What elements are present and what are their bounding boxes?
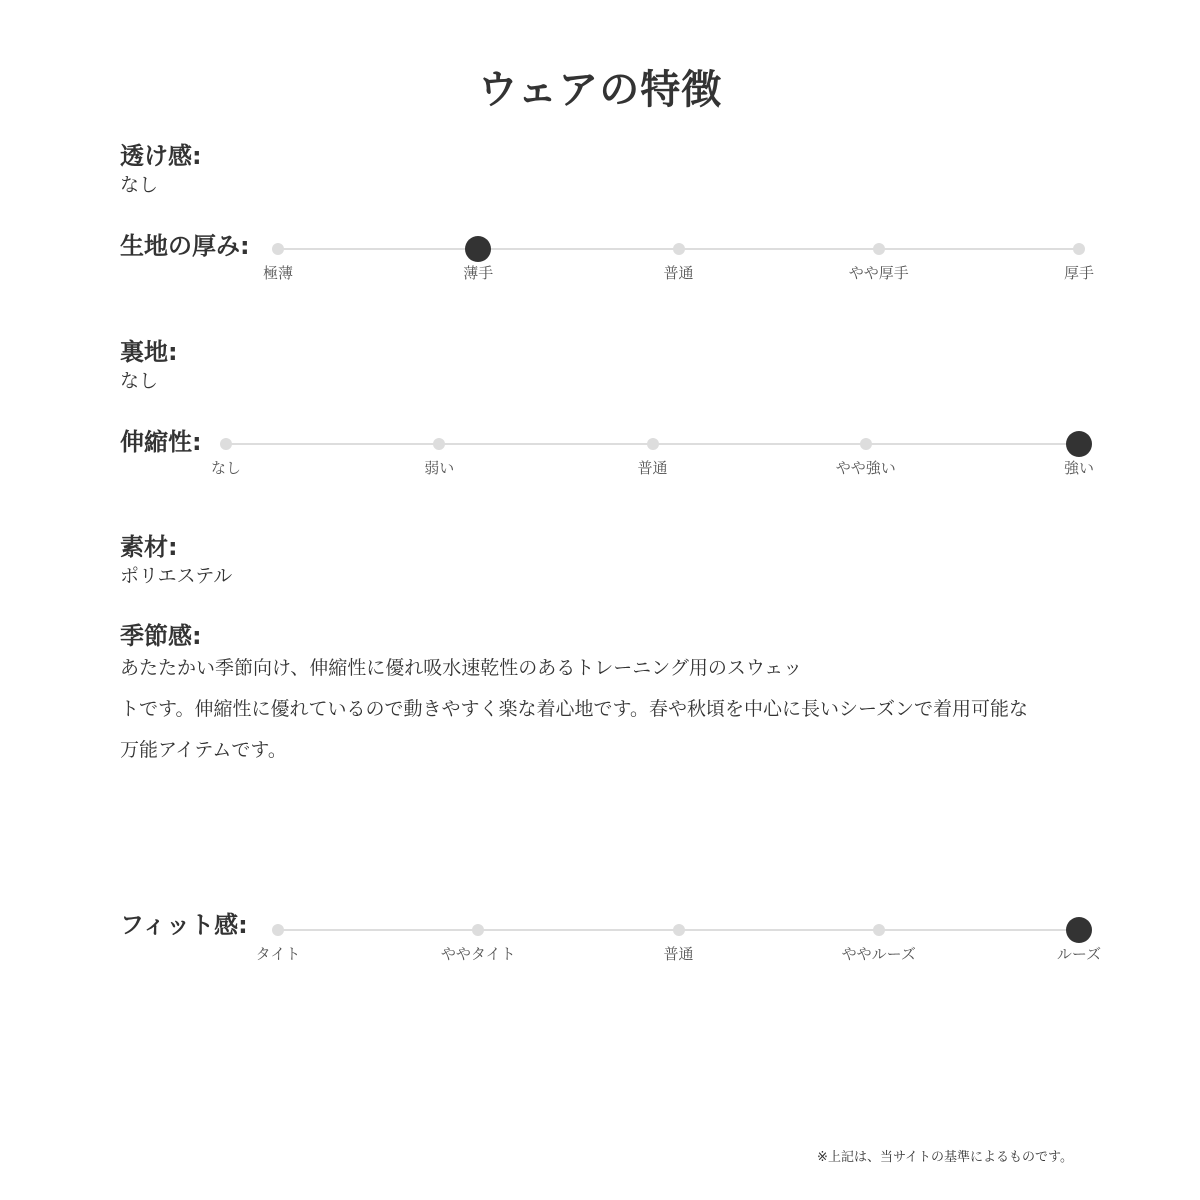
fit-scale-dot [673,924,685,936]
lining-value: なし [120,370,159,392]
stretch-scale-label: 強い [1063,459,1095,477]
season-label: 季節感: [120,622,202,650]
stretch-scale-label: 普通 [637,459,668,477]
lining-label: 裏地: [120,338,178,366]
thickness-scale-dot [272,243,284,255]
stretch-scale [210,443,1095,503]
fit-scale-dot [873,924,885,936]
thickness-scale-label: 普通 [663,264,694,282]
stretch-scale-dot [433,438,445,450]
thickness-scale-label: 極薄 [262,264,294,282]
season-line: 万能アイテムです。 [120,739,287,761]
stretch-scale-label: やや強い [835,459,896,477]
fit-scale-label: 普通 [663,945,694,963]
thickness-label: 生地の厚み: [120,232,250,260]
fit-scale [255,929,1102,989]
stretch-selected-marker [1066,431,1092,457]
season-description [120,648,1100,771]
transparency-value: なし [120,174,159,196]
fit-scale-label: タイト [255,945,301,963]
fit-scale-dot [272,924,284,936]
footnote: ※上記は、当サイトの基準によるものです。 [817,1150,1073,1165]
stretch-scale-dot [220,438,232,450]
fit-scale-dot [472,924,484,936]
stretch-scale-dot [647,438,659,450]
transparency-label: 透け感: [120,142,202,170]
fit-selected-marker [1066,917,1092,943]
fit-label: フィット感: [120,911,248,939]
thickness-scale-label: 薄手 [463,264,494,282]
thickness-scale-dot [673,243,685,255]
fit-scale-label: ややタイト [440,945,516,963]
material-value: ポリエステル [120,565,233,587]
thickness-scale-label: やや厚手 [848,264,909,282]
thickness-scale-label: 厚手 [1063,264,1095,282]
stretch-scale-dot [860,438,872,450]
stretch-scale-label: なし [210,459,242,477]
season-line: トです。伸縮性に優れているので動きやすく楽な着心地です。春や秋頃を中心に長いシーズンで着用可能な [120,698,1029,720]
thickness-scale-dot [873,243,885,255]
material-label: 素材: [120,533,178,561]
stretch-scale-label: 弱い [424,459,455,477]
fit-scale-label: ややルーズ [841,945,916,963]
thickness-selected-marker [465,236,491,262]
thickness-scale-dot [1073,243,1085,255]
page-title: ウェアの特徴 [477,67,723,113]
season-line: あたたかい季節向け、伸縮性に優れ吸水速乾性のあるトレーニング用のスウェッ [120,657,803,679]
thickness-scale [262,248,1095,308]
stretch-label: 伸縮性: [120,428,202,456]
fit-scale-label: ルーズ [1056,945,1102,963]
